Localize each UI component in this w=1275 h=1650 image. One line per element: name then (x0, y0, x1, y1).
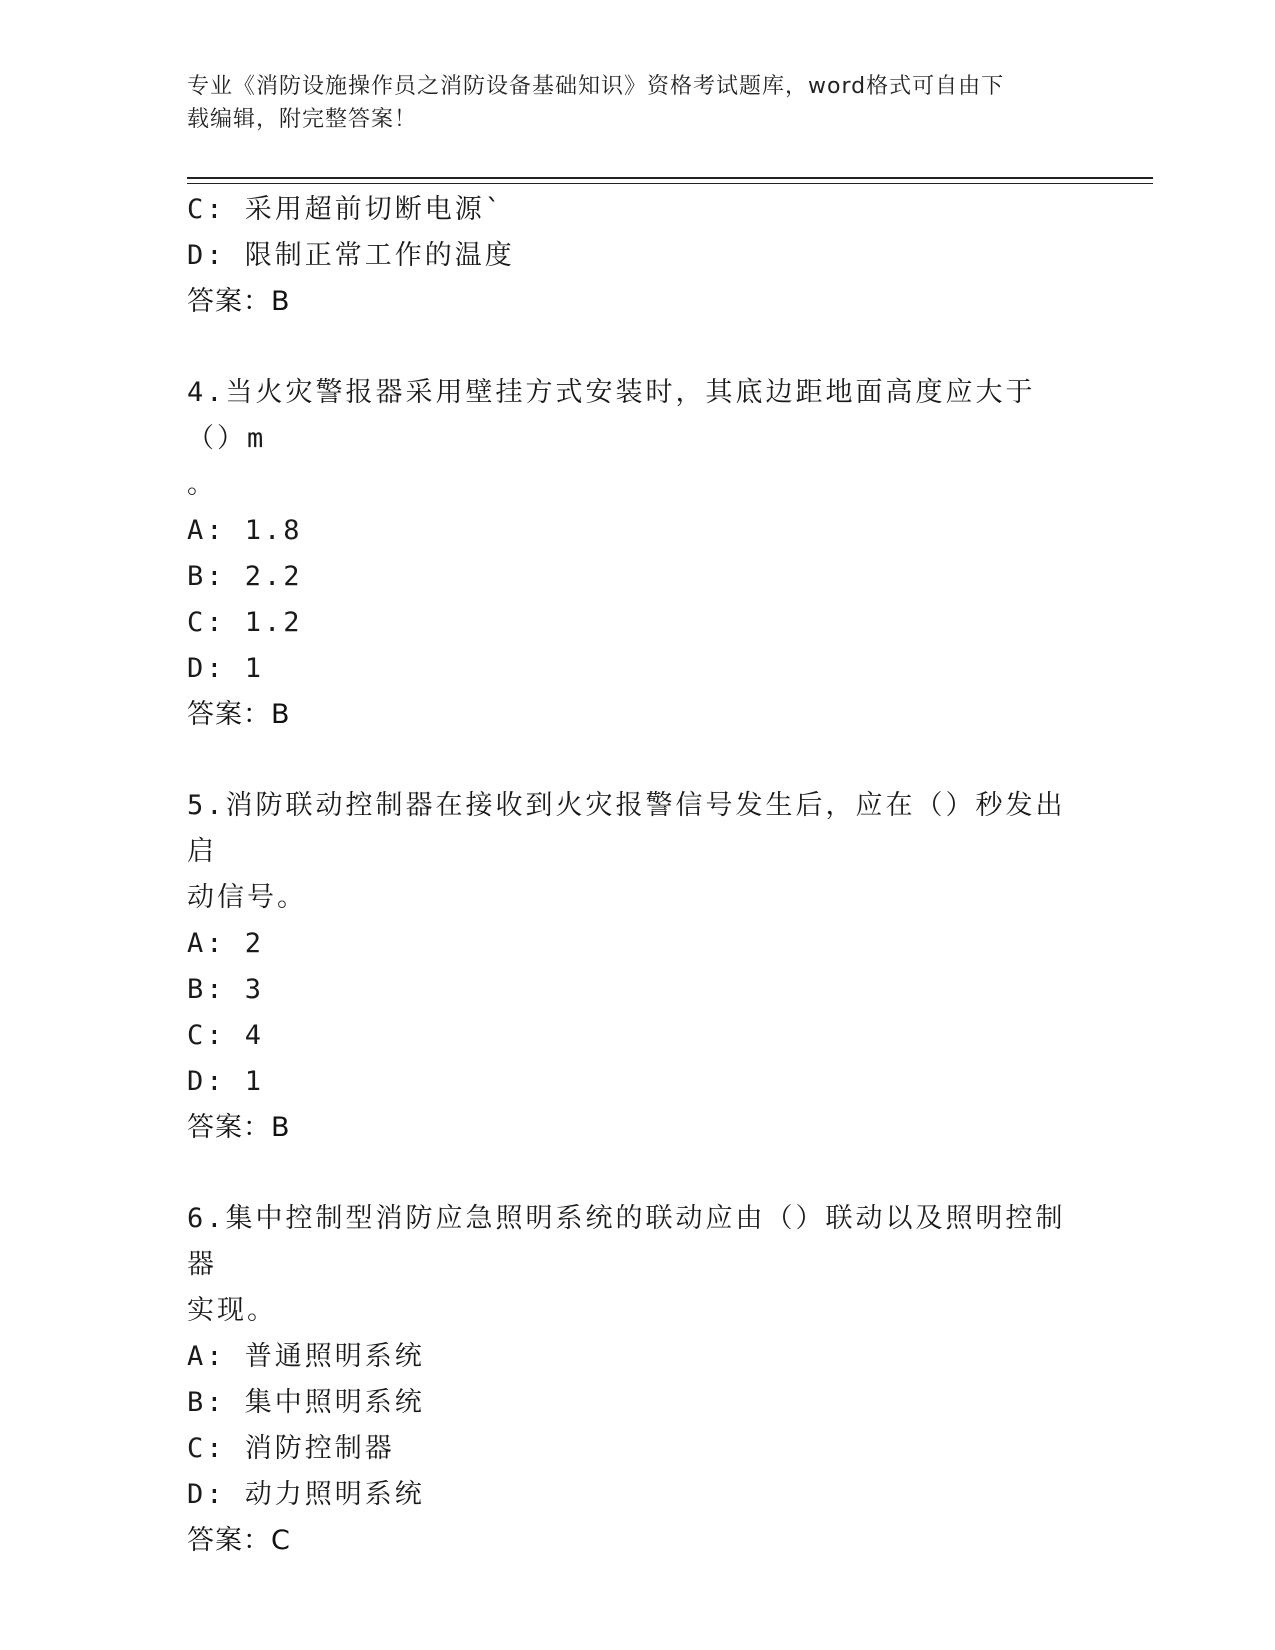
option-c: C: 4 (187, 1020, 265, 1051)
question-stem-line-2: 。 (187, 469, 217, 500)
question-spacer (187, 325, 1087, 370)
question-stem-line-1: 4.当火灾警报器采用壁挂方式安装时，其底边距地面高度应大于（）m (187, 377, 1036, 454)
option-c: C: 1.2 (187, 607, 303, 638)
question-stem (187, 370, 1067, 508)
header-line-2: 载编辑，附完整答案！ (187, 107, 418, 132)
option-c: C: 消防控制器 (187, 1433, 395, 1464)
option-a: A: 普通照明系统 (187, 1341, 425, 1372)
question-stem (187, 783, 1067, 921)
option-b: B: 2.2 (187, 561, 303, 592)
option-c: C: 采用超前切断电源` (187, 194, 505, 225)
question-5 (187, 783, 1087, 1151)
question-stem-line-1: 6.集中控制型消防应急照明系统的联动应由（）联动以及照明控制器 (187, 1203, 1066, 1280)
question-stem-line-1: 5.消防联动控制器在接收到火灾报警信号发生后，应在（）秒发出启 (187, 790, 1066, 867)
question-spacer (187, 738, 1087, 783)
question-stem (187, 1196, 1067, 1334)
question-content (187, 187, 1087, 1564)
header-line-1: 专业《消防设施操作员之消防设备基础知识》资格考试题库，word格式可自由下 (187, 74, 1005, 99)
question-4 (187, 370, 1087, 738)
option-d: D: 动力照明系统 (187, 1479, 425, 1510)
answer-line: 答案：B (187, 699, 291, 730)
question-3-continued (187, 187, 1087, 325)
answer-line: 答案：B (187, 286, 291, 317)
question-stem-line-2: 动信号。 (187, 882, 307, 913)
question-spacer (187, 1151, 1087, 1196)
header-divider-thin (187, 183, 1153, 184)
option-b: B: 3 (187, 974, 265, 1005)
option-d: D: 1 (187, 653, 265, 684)
option-a: A: 1.8 (187, 515, 303, 546)
question-stem-line-2: 实现。 (187, 1295, 277, 1326)
answer-line: 答案：B (187, 1112, 291, 1143)
option-a: A: 2 (187, 928, 265, 959)
option-b: B: 集中照明系统 (187, 1387, 425, 1418)
answer-line: 答案：C (187, 1525, 291, 1556)
option-d: D: 限制正常工作的温度 (187, 240, 515, 271)
document-header (187, 70, 1067, 136)
option-d: D: 1 (187, 1066, 265, 1097)
header-divider-thick (187, 177, 1153, 179)
question-6 (187, 1196, 1087, 1564)
